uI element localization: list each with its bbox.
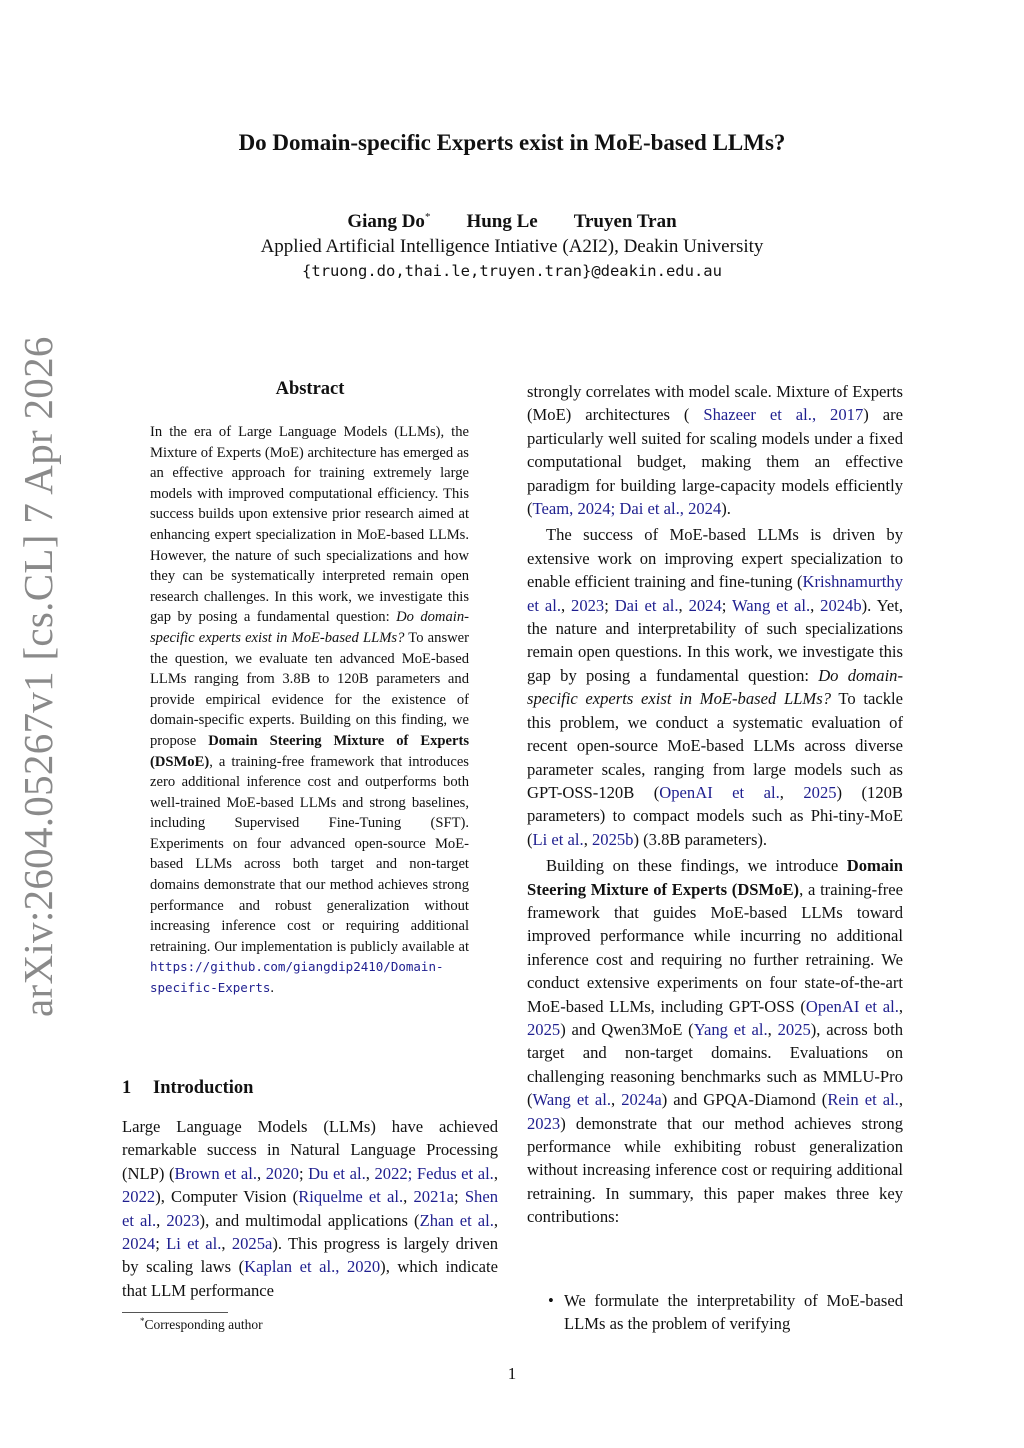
citation-link[interactable]: OpenAI et al. — [805, 996, 899, 1016]
citation-link[interactable]: Du et al. — [308, 1163, 366, 1183]
citation-link[interactable]: OpenAI et al. — [659, 782, 780, 802]
citation-link[interactable]: 2023 — [166, 1210, 200, 1230]
bullet-icon: • — [548, 1291, 554, 1310]
github-link[interactable]: https://github.com/giangdip2410/Domain-specific-Experts — [150, 959, 444, 996]
page-number: 1 — [507, 1364, 517, 1383]
citation-link[interactable]: 2024 — [577, 499, 611, 519]
citation-link[interactable]: 2023 — [571, 595, 605, 615]
arxiv-identifier: arXiv:2604.05267v1 [cs.CL] 7 Apr 2026 — [15, 336, 61, 1017]
citation-link[interactable]: 2024 — [122, 1234, 156, 1254]
intro-paragraph-1-continued: strongly correlates with model scale. Mixture of Experts (MoE) architectures ( Shazeer et al., 2017) are particularly well suited for scaling models under a fixed computational budget, making them an effective paradigm for building large-capacity models efficiently (Team, 2024; Dai et al., 2024). — [527, 382, 903, 519]
author-list — [0, 211, 1024, 233]
citation-link[interactable]: Dai et al. — [614, 595, 679, 615]
citation-link[interactable]: 2024 — [688, 499, 722, 519]
right-column — [527, 380, 903, 1229]
footnote: *Corresponding author — [140, 1316, 263, 1332]
citation-link[interactable]: 2022 — [122, 1187, 156, 1207]
citation-link[interactable]: Riquelme et al. — [298, 1187, 404, 1207]
citation-link[interactable]: Li et al. — [166, 1234, 222, 1254]
citation-link[interactable]: Shen et al. — [122, 1187, 498, 1230]
footnote-rule — [122, 1312, 228, 1313]
citation-link[interactable]: 2025 — [777, 1019, 811, 1039]
citation-link[interactable]: 2025 — [527, 1019, 561, 1039]
citation-link[interactable]: Dai et al. — [619, 499, 680, 519]
author-emails: {truong.do,thai.le,truyen.tran}@deakin.edu.au — [302, 262, 722, 280]
research-question: Do domain-specific experts exist in MoE-based LLMs? — [150, 609, 469, 646]
citation-link[interactable]: 2024a — [621, 1090, 662, 1110]
intro-continuation-text: strongly correlates with model scale. Mixture of Experts (MoE) architectures ( — [527, 382, 903, 425]
citation-link[interactable]: 2025a — [231, 1234, 273, 1254]
citation-link[interactable]: Li et al. — [532, 829, 584, 849]
intro-paragraph-1: Large Language Models (LLMs) have achieved remarkable success in Natural Language Processing (NLP) (Brown et al., 2020; Du et al., 2022; Fedus et al., 2022), Computer Vision (Riquelme et al., 2021a; Shen et al., 2023), and multimodal applications (Zhan et al., 2024; Li et al., 2025a). This progress is largely driven by scaling laws (Kaplan et al., 2020), which indicate that LLM performance — [122, 1117, 499, 1300]
citation-link[interactable]: 2020 — [346, 1257, 381, 1277]
author-name: Hung Le — [466, 211, 538, 232]
citation-link[interactable]: Fedus et al. — [416, 1163, 494, 1183]
citation-link[interactable]: Brown et al. — [174, 1163, 257, 1183]
citation-link[interactable]: 2024b — [820, 595, 862, 615]
paper-title: Do Domain-specific Experts exist in MoE-based LLMs? — [238, 130, 786, 155]
citation-link[interactable]: 2020 — [265, 1163, 299, 1183]
citation-link[interactable]: 2025 — [803, 782, 837, 802]
method-name: Domain Steering Mixture of Experts (DSMoE) — [150, 732, 469, 770]
citation-link[interactable]: 2025b — [591, 829, 634, 849]
affiliation: Applied Artificial Intelligence Intiative (A2I2), Deakin University — [260, 236, 764, 257]
citation-link[interactable]: Wang et al. — [532, 1090, 611, 1110]
citation-link[interactable]: Zhan et al. — [419, 1210, 494, 1230]
corresponding-mark: * — [424, 211, 431, 223]
section-heading: 1 Introduction — [122, 1078, 254, 1098]
abstract-body: In the era of Large Language Models (LLMs), the Mixture of Experts (MoE) architecture has emerged as an effective approach for training extremely large models with improved computational efficiency. This success builds upon extensive prior research aimed at enhancing expert specialization in MoE-based LLMs. However, the nature of such specializations and how they can be systematically interpreted remain open research challenges. In this work, we investigate this gap by posing a fundamental question: Do domain-specific experts exist in MoE-based LLMs? To answer the question, we evaluate ten advanced MoE-based LLMs ranging from 3.8B to 120B parameters and provide empirical evidence for the existence of domain-specific experts. Building on this finding, we propose Domain Steering Mixture of Experts (DSMoE), a training-free framework that introduces zero additional inference cost and outperforms both well-trained MoE-based LLMs and strong baselines, including Supervised Fine-Tuning (SFT). Experiments on four advanced open-source MoE-based LLMs across both target and non-target domains demonstrate that our method achieves strong performance and robust generalization without increasing inference cost or requiring additional retraining. Our implementation is publicly available at https://github.com/giangdip2410/Domain-specific-Experts. — [150, 424, 469, 997]
citation-link[interactable]: Rein et al. — [827, 1090, 899, 1110]
citation-link[interactable]: Wang et al. — [731, 595, 811, 615]
citation-link[interactable]: 2017 — [830, 405, 864, 425]
citation-link[interactable]: Shazeer et al. — [703, 405, 812, 425]
citation-link[interactable]: 2021a — [413, 1187, 455, 1207]
citation-link[interactable]: Team — [532, 499, 570, 519]
method-name: Domain Steering Mixture of Experts (DSMoE) — [527, 856, 903, 899]
citation-link[interactable]: 2023 — [527, 1113, 561, 1133]
research-question: Do domain-specific experts exist in MoE-based LLMs? — [527, 665, 903, 709]
citation-link[interactable]: Yang et al. — [693, 1019, 768, 1039]
citation-link[interactable]: 2022 — [374, 1163, 408, 1183]
citation-link[interactable]: 2024 — [688, 595, 722, 615]
contribution-bullet: • We formulate the interpretability of MoE-based LLMs as the problem of verifying — [548, 1291, 903, 1334]
abstract-heading: Abstract — [275, 379, 345, 399]
intro-paragraph-2: The success of MoE-based LLMs is driven by extensive work on improving expert specialization to enable efficient training and fine-tuning (Krishnamurthy et al., 2023; Dai et al., 2024; Wang et al., 2024b). Yet, the nature and interpretability of such specializations remain open questions. In this work, we investigate this gap by posing a fundamental question: Do domain-specific experts exist in MoE-based LLMs? To tackle this problem, we conduct a systematic evaluation of recent open-source MoE-based LLMs across diverse parameter scales, ranging from large models such as GPT-OSS-120B (OpenAI et al., 2025) (120B parameters) to compact models such as Phi-tiny-MoE (Li et al., 2025b) (3.8B parameters). — [527, 525, 904, 849]
citation-link[interactable]: Krishnamurthy et al. — [527, 572, 903, 615]
citation-link[interactable]: Kaplan et al. — [244, 1257, 336, 1277]
intro-paragraph-3: Building on these findings, we introduce Domain Steering Mixture of Experts (DSMoE), a training-free framework that guides MoE-based LLMs toward improved performance while incurring no additional inference cost and requiring no further retraining. We conduct extensive experiments on four state-of-the-art MoE-based LLMs, including GPT-OSS (OpenAI et al., 2025) and Qwen3MoE (Yang et al., 2025), across both target and non-target domains. Evaluations on challenging reasoning benchmarks such as MMLU-Pro (Wang et al., 2024a) and GPQA-Diamond (Rein et al., 2023) demonstrate that our method achieves strong performance while exhibiting robust generalization without increasing inference cost or requiring additional retraining. In summary, this paper makes three key contributions: — [527, 856, 903, 1227]
author-name: Truyen Tran — [573, 211, 677, 232]
author-name: Giang Do — [347, 211, 425, 232]
